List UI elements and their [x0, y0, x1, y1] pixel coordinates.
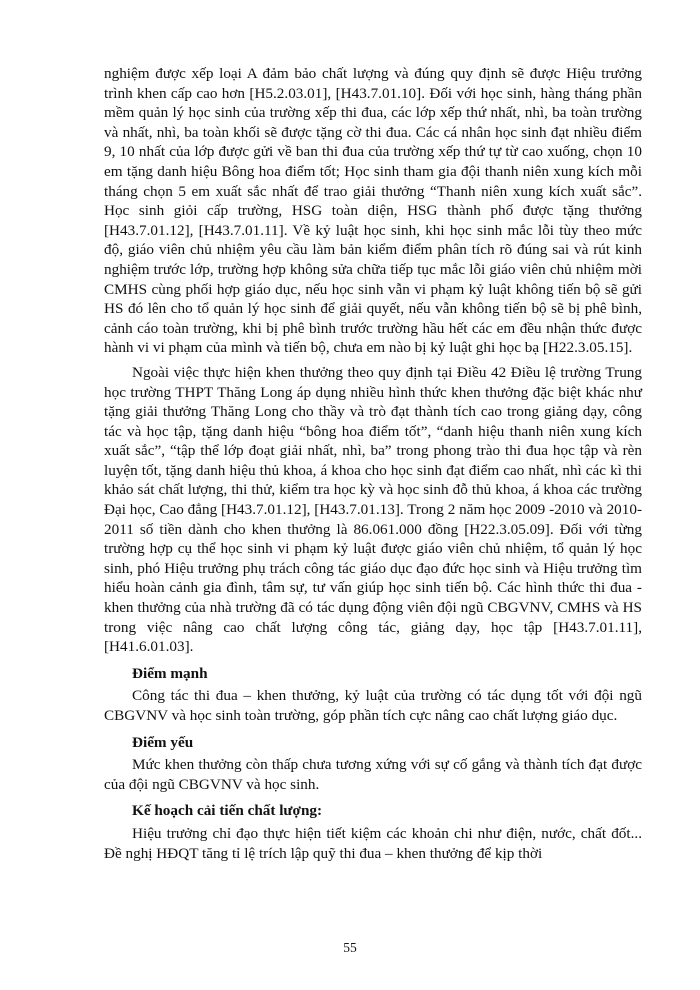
heading-strengths: Điểm mạnh	[132, 664, 208, 682]
heading-weaknesses: Điểm yếu	[132, 733, 194, 751]
paragraph-improvement-plan: Hiệu trưởng chỉ đạo thực hiện tiết kiệm các khoản chi như điện, nước, chất đốt... Đề nghị HĐQT tăng tỉ lệ trích lập quỹ thi đua – khen thưởng để kịp thời	[104, 824, 642, 862]
heading-improvement-plan: Kế hoạch cải tiến chất lượng:	[132, 802, 323, 820]
paragraph-strengths: Công tác thi đua – khen thưởng, kỷ luật của trường có tác dụng tốt với đội ngũ CBGVNV và học sinh toàn trường, góp phần tích cực nâng cao chất lượng giáo dục.	[104, 687, 642, 724]
paragraph-weaknesses: Mức khen thưởng còn thấp chưa tương xứng với sự cố gắng và thành tích đạt được của đội ngũ CBGVNV và học sinh.	[104, 756, 642, 793]
paragraph-reward-discipline: nghiệm được xếp loại A đảm bảo chất lượng và đúng quy định sẽ được Hiệu trưởng trình khen cấp cao hơn [H5.2.03.01], [H43.7.01.10]. Đối với học sinh, hàng tháng phần mềm quản lý học sinh của trường xếp thi đua, các lớp xếp thứ nhất, nhì, ba toàn trường và nhất, nhì, ba toàn khối sẽ được tặng cờ thi đua. Các cá nhân học sinh đạt nhiều điểm 9, 10 nhất của lớp được gửi về ban thi đua của trường xếp thứ tự từ cao xuống, chọn 10 em tặng danh hiệu Bông hoa điểm tốt; Học sinh tham gia đội thanh niên xung kích mỗi tháng chọn 5 em xuất sắc nhất để trao giải thưởng “Thanh niên xung kích xuất sắc”. Học sinh giỏi cấp trường, HSG toàn diện, HSG thành phố được tặng thưởng [H43.7.01.12], [H43.7.01.11]. Về kỷ luật học sinh, khi học sinh mắc lỗi tùy theo mức độ, giáo viên chủ nhiệm yêu cầu làm bản kiểm điểm phân tích rõ đúng sai và rút kinh nghiệm trước lớp, trường hợp không sửa chữa tiếp tục mắc lỗi giáo viên chủ nhiệm mời CMHS cùng phối hợp giáo dục, nếu học sinh vẫn vi phạm kỷ luật không tiến bộ sẽ gửi HS đó lên cho tổ quản lý học sinh để giải quyết, nếu vẫn không tiến bộ sẽ bị phê bình, cảnh cáo toàn trường, khi bị phê bình trước trường hầu hết các em đều nhận thức được hành vi vi phạm của mình và tiến bộ, chưa em nào bị kỷ luật ghi học bạ [H22.3.05.15].	[104, 65, 642, 357]
paragraph-special-rewards: Ngoài việc thực hiện khen thưởng theo quy định tại Điều 42 Điều lệ trường Trung học trường THPT Thăng Long áp dụng nhiều hình thức khen thưởng đặc biệt khác như tặng giải thưởng Thăng Long cho thầy và trò đạt thành tích cao trong giảng dạy, công tác và học tập, tặng danh hiệu “bông hoa điểm tốt”, “danh hiệu thanh niên xung kích xuất sắc”, “tập thể lớp đoạt giải nhất, nhì, ba” trong phong trào thi đua học tập và rèn luyện tốt, tặng danh hiệu thủ khoa, á khoa cho học sinh đạt điểm cao nhất, nhì các kì thi khảo sát chất lượng, thi thử, kiểm tra học kỳ và học sinh đỗ thủ khoa, á khoa các trường Đại học, Cao đẳng [H43.7.01.12], [H43.7.01.13]. Trong 2 năm học 2009 -2010 và 2010-2011 số tiền dành cho khen thưởng là 86.061.000 đồng [H22.3.05.09]. Đối với từng trường hợp cụ thể học sinh vi phạm kỷ luật được giáo viên chủ nhiệm, tổ quản lý học sinh, phó Hiệu trưởng phụ trách công tác giáo dục đạo đức học sinh và Hiệu trưởng tìm hiểu hoàn cảnh gia đình, tâm sự, tư vấn giúp học sinh tiến bộ. Các hình thức thi đua - khen thưởng của nhà trường đã có tác dụng động viên đội ngũ CBGVNV, CMHS và HS trong việc nâng cao chất lượng công tác, giảng dạy, học tập [H43.7.01.11], [H41.6.01.03].	[104, 363, 642, 656]
page-number: 55	[343, 940, 357, 955]
document-body	[104, 64, 642, 863]
